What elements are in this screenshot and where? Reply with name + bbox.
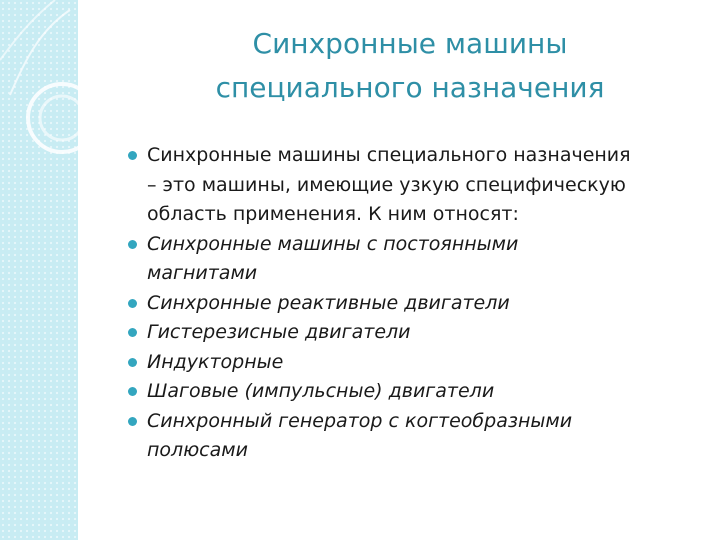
decorative-side-band (0, 0, 80, 540)
list-item (128, 289, 708, 319)
list-item (128, 377, 708, 407)
list-item (128, 141, 708, 230)
bullet-dot-icon (128, 417, 137, 426)
bullet-dot-icon (128, 387, 137, 396)
bullet-dot-icon (128, 299, 137, 308)
swirl-decoration (0, 0, 80, 200)
list-item-text: полюсами (147, 439, 248, 461)
list-item (128, 407, 708, 466)
list-item-text: Синхронные машины с постоянными (147, 232, 519, 255)
title-line: Синхронные машины (252, 27, 568, 60)
list-item (128, 348, 708, 378)
title-line: специального назначения (215, 71, 605, 104)
list-item (128, 230, 708, 289)
list-item-text: Гистерезисные двигатели (147, 321, 411, 343)
bullet-dot-icon (128, 240, 137, 249)
bullet-dot-icon (128, 151, 137, 160)
list-item-text: Синхронные машины специального назначения (147, 144, 631, 166)
list-item (128, 318, 708, 348)
list-item-text: Шаговые (импульсные) двигатели (147, 380, 495, 402)
bullet-list (128, 141, 708, 466)
bullet-dot-icon (128, 358, 137, 367)
list-item-text: Синхронные реактивные двигатели (147, 291, 510, 314)
side-band-edge (78, 0, 80, 540)
bullet-dot-icon (128, 328, 137, 337)
list-item-text: – это машины, имеющие узкую специфическую (147, 173, 626, 196)
list-item-text: Индукторные (147, 350, 284, 373)
list-item-text: Синхронный генератор с когтеобразными (147, 409, 573, 432)
slide-title (150, 22, 670, 110)
list-item-text: магнитами (147, 262, 258, 284)
list-item-text: область применения. К ним относят: (147, 203, 519, 225)
